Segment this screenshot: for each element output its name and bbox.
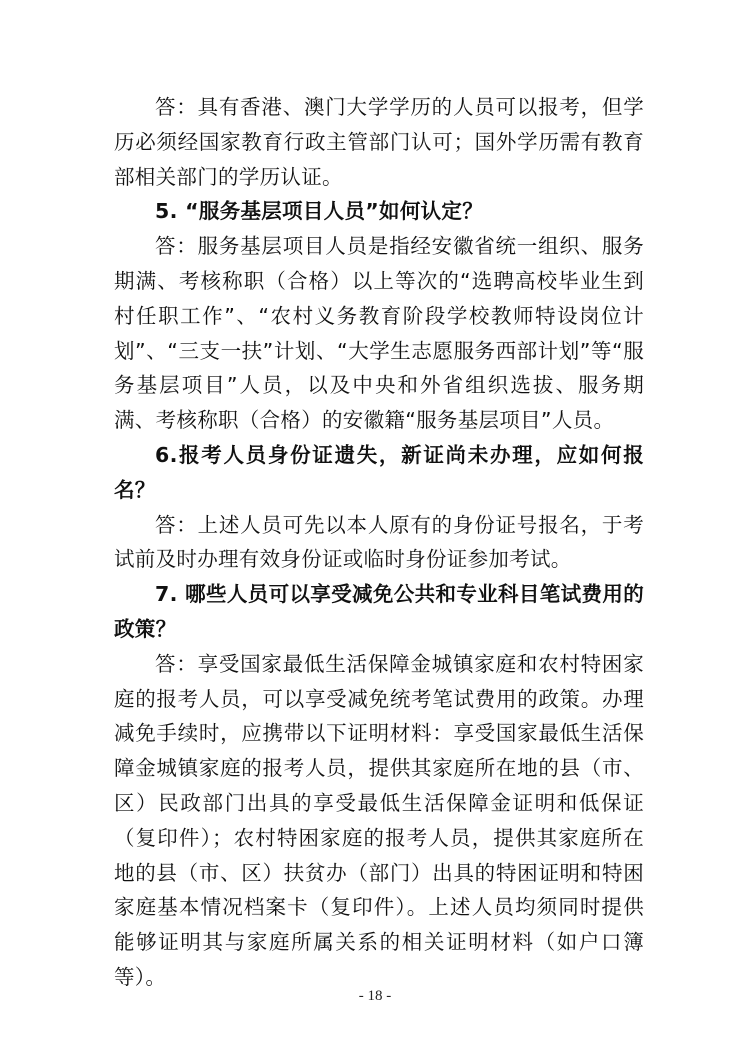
answer-paragraph: 答：服务基层项目人员是指经安徽省统一组织、服务期满、考核称职（合格）以上等次的“选聘高校毕业生到村任职工作”、“农村义务教育阶段学校教师特设岗位计划”、“三支一扶”计划、“大学生志愿服务西部计划”等“服务基层项目”人员，以及中央和外省组织选拔、服务期满、考核称职（合格）的安徽籍“服务基层项目”人员。 [114, 234, 644, 433]
document-body [114, 90, 644, 995]
question-heading: 5. “服务基层项目人员”如何认定？ [155, 199, 484, 224]
question-heading: 7. 哪些人员可以享受减免公共和专业科目笔试费用的政策？ [114, 582, 644, 641]
question-heading: 6.报考人员身份证遗失，新证尚未办理，应如何报名？ [114, 442, 644, 502]
answer-paragraph: 答：享受国家最低生活保障金城镇家庭和农村特困家庭的报考人员，可以享受减免统考笔试费用的政策。办理减免手续时，应携带以下证明材料：享受国家最低生活保障金城镇家庭的报考人员，提供其家庭所在地的县（市、区）民政部门出具的享受最低生活保障金证明和低保证（复印件）；农村特困家庭的报考人员，提供其家庭所在地的县（市、区）扶贫办（部门）出具的特困证明和特困家庭基本情况档案卡（复印件）。上述人员均须同时提供能够证明其与家庭所属关系的相关证明材料（如户口簿等）。 [114, 651, 644, 989]
answer-paragraph: 答：上述人员可先以本人原有的身份证号报名，于考试前及时办理有效身份证或临时身份证参加考试。 [114, 512, 644, 572]
answer-paragraph: 答：具有香港、澳门大学学历的人员可以报考，但学历必须经国家教育行政主管部门认可；国外学历需有教育部相关部门的学历认证。 [114, 95, 644, 189]
page-number: - 18 - [358, 988, 392, 1004]
